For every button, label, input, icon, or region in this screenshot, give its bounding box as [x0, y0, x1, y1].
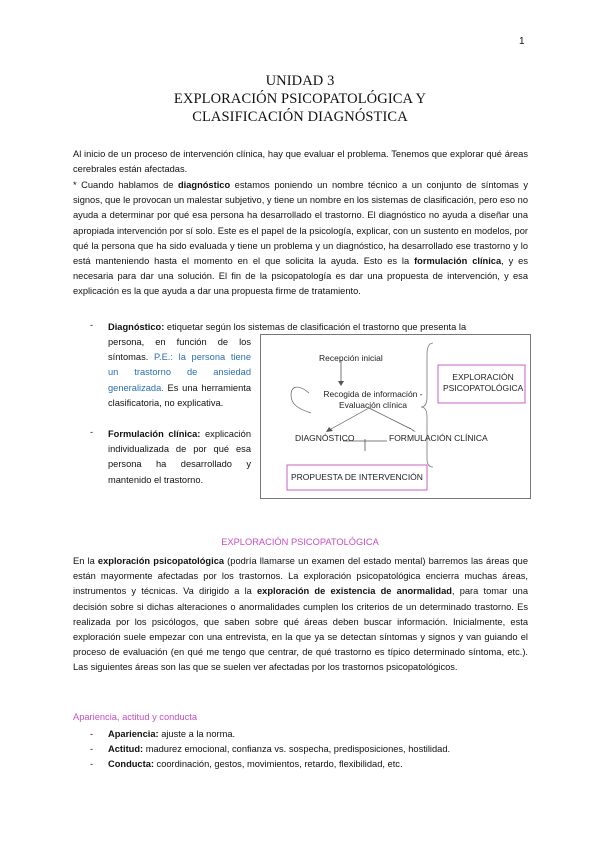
list-item-text: coordinación, gestos, movimientos, retardo, flexibilidad, etc. — [153, 759, 403, 769]
list-item-label: Apariencia: — [108, 729, 159, 739]
section-text-b: (podría llamarse un examen del estado mental) barremos las áreas que están mayormente afectadas por los trastornos. La exploración psicopatológica encierra muchas áreas, instrumentos y técnicas. Va dirigido a la — [73, 556, 528, 597]
bullet-formulacion — [108, 427, 251, 488]
diagram-exploration — [443, 372, 523, 394]
diagram-exploration-line2: PSICOPATOLÓGICA — [443, 383, 524, 393]
intro-p2-text-b: estamos poniendo un nombre técnico a un conjunto de síntomas y signos, que le provocan un malestar subjetivo, y tiene un nombre en los sistemas de clasificación, pero eso no ayuda a determinar por qué esa persona ha desarrollado el trastorno. El diagnóstico no ayuda a diseñar una apropiada intervención por sí solo. Este es el papel de la psicología, explicar, con un sustento en modelos, por qué la persona que ha sido evaluada y tiene un problema y un diagnóstico, ha desarrollado ese trastorno y lo está manteniendo hasta el momento en el que solicita la ayuda. Esto es la — [73, 180, 529, 267]
bullet-formulacion-text: explicación individualizada de por qué esa persona ha desarrollado y mantenido el trastorno. — [108, 429, 251, 485]
section-title: EXPLORACIÓN PSICOPATOLÓGICA — [221, 537, 379, 547]
bullet-formulacion-label: Formulación clínica: — [108, 429, 201, 439]
bullet-diagnostico-body — [108, 335, 251, 411]
section-text-a: En la — [73, 556, 98, 566]
bullet-diagnostico-text1: etiquetar según los sistemas de clasificación el trastorno que presenta la — [164, 322, 467, 332]
list-item-label: Actitud: — [108, 744, 144, 754]
list-item — [108, 744, 450, 754]
bullet-diagnostico-line1 — [108, 320, 528, 335]
list-dash-1: - — [90, 729, 94, 739]
process-diagram — [260, 334, 531, 499]
list-item — [108, 729, 235, 739]
title-line-1: UNIDAD 3 — [265, 73, 335, 89]
bullet-diagnostico-example: P.E.: la persona tiene un trastorno de ansiedad generalizada. — [108, 352, 251, 393]
list-dash-2: - — [90, 744, 94, 754]
intro-paragraph-2 — [73, 178, 528, 300]
intro-p2-formulacion: formulación clínica — [414, 256, 502, 267]
intro-paragraph-1: Al inicio de un proceso de intervención clínica, hay que evaluar el problema. Tenemos que explorar qué áreas cerebrales están afectadas. — [73, 149, 528, 175]
intro-p2-text-a: * Cuando hablamos de — [73, 180, 178, 190]
section-bold-2: exploración de existencia de anormalidad — [257, 586, 452, 597]
diagram-collection-line1: Recogida de información - — [323, 389, 423, 399]
list-item-text: madurez emocional, confianza vs. sospecha, predisposiciones, hostilidad. — [143, 744, 451, 754]
bullet-dash-formulacion: - — [90, 427, 94, 437]
list-item-label: Conducta: — [108, 759, 154, 769]
intro-p2-diagnostico: diagnóstico — [177, 180, 231, 190]
page-title — [0, 72, 600, 126]
section-paragraph — [73, 554, 528, 676]
diagram-collection-line2: Evaluación clínica — [338, 400, 408, 410]
diagram-proposal: PROPUESTA DE INTERVENCIÓN — [291, 472, 423, 482]
bullet-diagnostico-label: Diagnóstico: — [108, 322, 165, 332]
intro-p2-text-c: , y es necesaria para dar una solución. El fin de la psicopatología es dar una propuesta de intervención, y esa explicación es la que ayuda a dar una propuesta firme de tratamiento. — [73, 256, 529, 297]
subsection-title: Apariencia, actitud y conducta — [73, 712, 198, 722]
diagram-reception: Recepción inicial — [319, 353, 383, 363]
diagram-diagnosis: DIAGNÓSTICO — [295, 433, 355, 443]
bullet-diagnostico-text3: Es una herramienta clasificatoria, no explicativa. — [108, 382, 251, 408]
bullet-dash-diagnostico: - — [90, 320, 94, 330]
diagram-collection — [317, 389, 429, 411]
diagram-exploration-line1: EXPLORACIÓN — [452, 372, 514, 382]
title-line-3: CLASIFICACIÓN DIAGNÓSTICA — [192, 109, 408, 125]
section-text-c: , para tomar una decisión sobre si dichas alteraciones o anormalidades cumplen los criterios de un determinado trastorno. Es realizada por los psicólogos, que saben sobre qué áreas deben buscar información. Inicialmente, esta exploración suele empezar con una entrevista, en la que ya se detectan síntomas y signos y van guiando el proceso de evaluación (en qué me tengo que centrar, de qué trastorno es típico determinado síntoma, etc.). Las siguientes áreas son las que se suelen ver afectadas por los trastornos psicopatológicos. — [73, 586, 528, 673]
list-item — [108, 759, 403, 769]
page-number: 1 — [519, 36, 525, 47]
list-item-text: ajuste a la norma. — [158, 729, 236, 739]
bullet-diagnostico-text2: persona, en función de los síntomas. — [108, 337, 251, 363]
list-dash-3: - — [90, 759, 94, 769]
title-line-2: EXPLORACIÓN PSICOPATOLÓGICA Y — [173, 91, 427, 107]
diagram-formulation: FORMULACIÓN CLÍNICA — [389, 433, 488, 443]
section-bold-1: exploración psicopatológica — [97, 556, 225, 566]
